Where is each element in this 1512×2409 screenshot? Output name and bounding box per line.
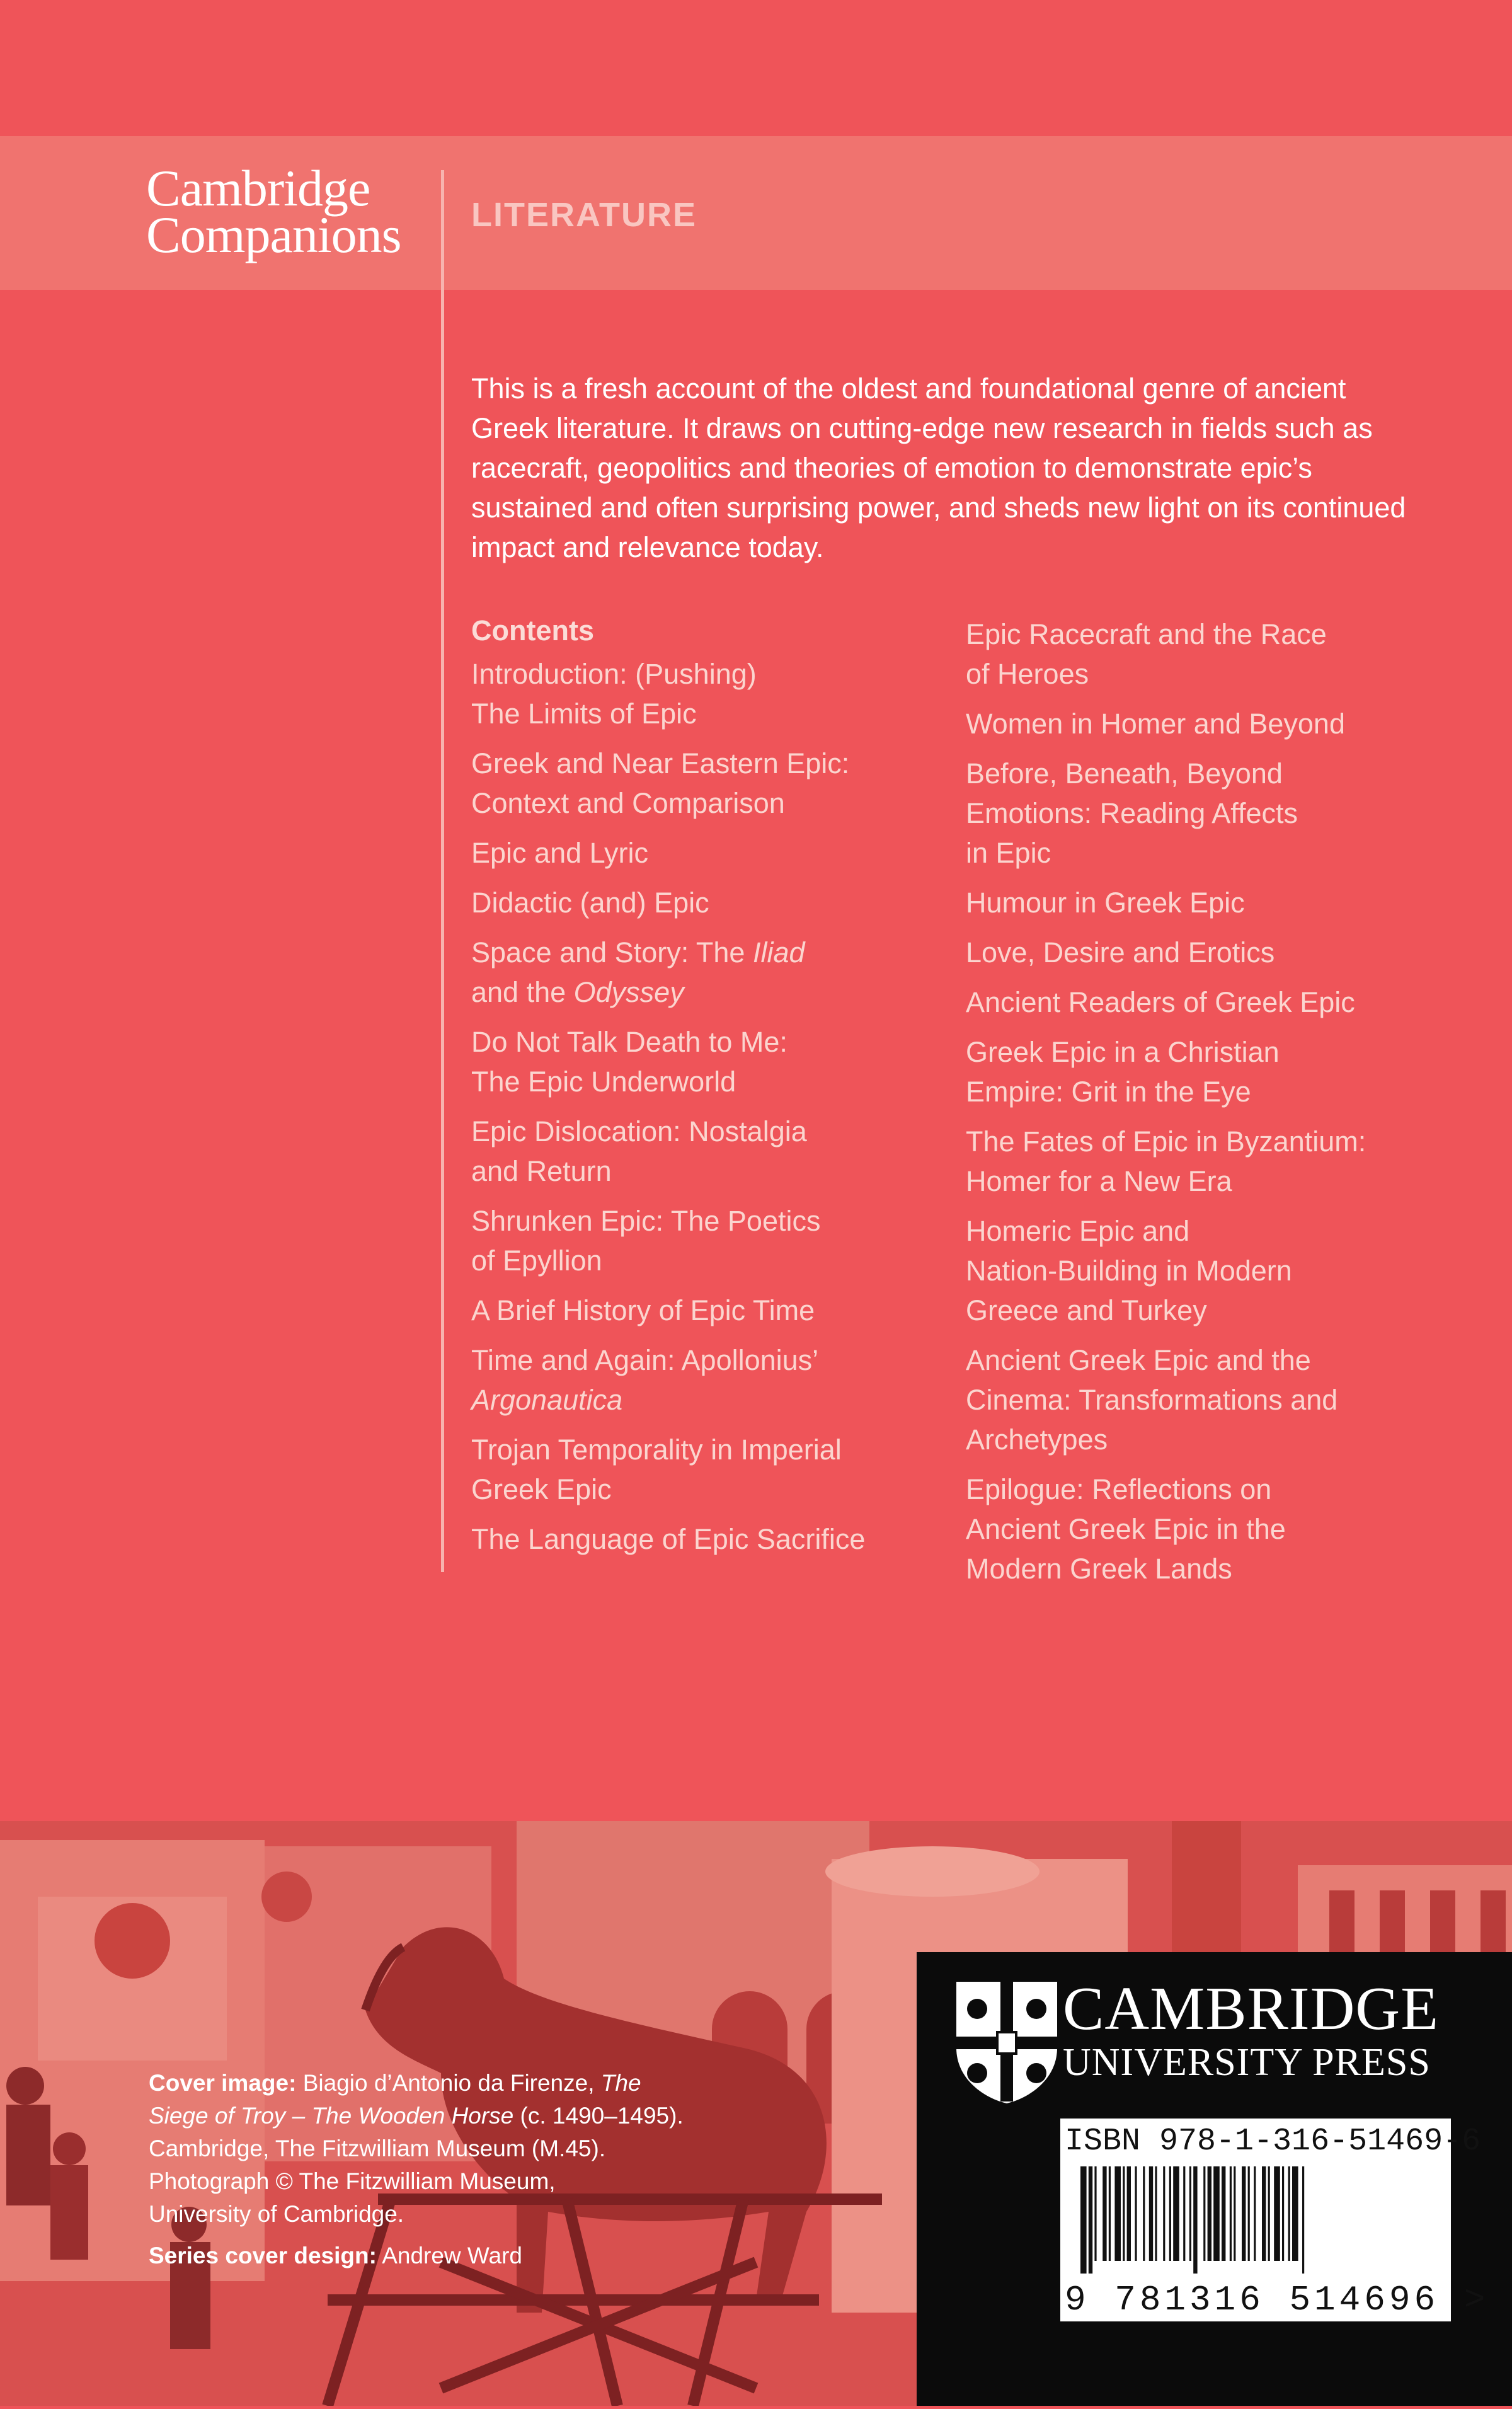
cover-date: (c. 1490–1495). — [520, 2103, 684, 2129]
barcode-bar — [1222, 2166, 1225, 2261]
contents-item-line: and the Odyssey — [471, 976, 684, 1008]
barcode-bar — [1173, 2166, 1179, 2261]
italic-title: Odyssey — [573, 976, 684, 1008]
contents-item-line: Introduction: (Pushing) — [471, 658, 757, 690]
contents-item-line: Cinema: Transformations and — [966, 1384, 1338, 1416]
barcode-bar — [1262, 2166, 1266, 2261]
designer-name: Andrew Ward — [382, 2243, 522, 2268]
contents-item-line: Women in Homer and Beyond — [966, 708, 1345, 740]
cover-artist: Biagio d’Antonio da Firenze, — [302, 2070, 595, 2096]
vertical-divider — [441, 170, 444, 1572]
contents-right-column — [966, 614, 1457, 1599]
contents-item — [966, 982, 1457, 1022]
contents-item-line: Greek Epic — [471, 1473, 612, 1505]
barcode-bar — [1230, 2166, 1232, 2261]
barcode-bar — [1208, 2166, 1211, 2261]
barcode-bar — [1203, 2166, 1205, 2261]
contents-item-line: Humour in Greek Epic — [966, 887, 1245, 919]
contents-item — [966, 704, 1457, 744]
contents-item — [966, 754, 1457, 873]
credits-line-3: Cambridge, The Fitzwilliam Museum (M.45). — [149, 2136, 606, 2161]
publisher-line-1: CAMBRIDGE — [1063, 1975, 1440, 2043]
italic-title: Iliad — [752, 936, 805, 969]
contents-item-line: The Epic Underworld — [471, 1066, 736, 1098]
contents-item — [966, 614, 1457, 694]
contents-item-line: Greece and Turkey — [966, 1294, 1207, 1326]
barcode-bar — [1127, 2166, 1131, 2261]
contents-item — [471, 1022, 950, 1101]
contents-item-line: Epic Dislocation: Nostalgia — [471, 1115, 807, 1147]
contents-item — [471, 654, 950, 733]
barcode-bar — [1089, 2166, 1092, 2274]
contents-item — [471, 933, 950, 1012]
barcode-bar — [1193, 2166, 1197, 2274]
barcode-bar — [1282, 2166, 1284, 2261]
barcode-bar — [1102, 2166, 1106, 2261]
barcode-bar — [1080, 2166, 1087, 2274]
contents-item-line: Before, Beneath, Beyond — [966, 757, 1283, 790]
barcode-bar — [1149, 2166, 1153, 2261]
contents-item-line: of Heroes — [966, 658, 1089, 690]
contents-item — [471, 1430, 950, 1509]
cover-credits — [149, 2067, 766, 2272]
contents-item-line: Nation-Building in Modern — [966, 1255, 1292, 1287]
contents-item-line: The Limits of Epic — [471, 698, 697, 730]
contents-item — [966, 1340, 1457, 1459]
barcode-bar — [1169, 2166, 1171, 2261]
barcode-bar — [1155, 2166, 1157, 2261]
series-label: LITERATURE — [471, 196, 697, 234]
contents-item-line: Empire: Grit in the Eye — [966, 1076, 1251, 1108]
contents-item-line: Epilogue: Reflections on — [966, 1473, 1272, 1505]
contents-item-line: Do Not Talk Death to Me: — [471, 1026, 788, 1058]
credits-design-line — [149, 2239, 766, 2272]
barcode-bar — [1189, 2166, 1191, 2261]
barcode-bar — [1254, 2166, 1256, 2261]
barcode-bar — [1302, 2166, 1304, 2274]
contents-item-line: and Return — [471, 1155, 612, 1187]
contents-item — [966, 1211, 1457, 1330]
barcode-bar — [1094, 2166, 1096, 2261]
contents-item-line: A Brief History of Epic Time — [471, 1294, 815, 1326]
contents-item — [471, 744, 950, 823]
barcode-bar — [1143, 2166, 1145, 2261]
credits-line-4: Photograph © The Fitzwilliam Museum, — [149, 2168, 556, 2194]
barcode-bar — [1123, 2166, 1125, 2261]
barcode-bar — [1268, 2166, 1270, 2261]
contents-item-line: Emotions: Reading Affects — [966, 797, 1298, 829]
cambridge-crest-icon — [953, 1979, 1060, 2105]
barcode-bar — [1135, 2166, 1137, 2261]
contents-item-line: Greek and Near Eastern Epic: — [471, 747, 850, 779]
barcode-digits: 9 781316 514696 > — [1065, 2280, 1489, 2320]
isbn-label: ISBN 978-1-316-51469-6 — [1065, 2124, 1481, 2159]
barcode-bar — [1248, 2166, 1250, 2261]
contents-item-line: Homer for a New Era — [966, 1165, 1232, 1197]
italic-title: Argonautica — [471, 1384, 623, 1416]
contents-item-line: Modern Greek Lands — [966, 1553, 1232, 1585]
cambridge-companions-logo — [146, 159, 401, 263]
contents-item — [471, 1201, 950, 1280]
contents-item — [471, 1291, 950, 1330]
contents-item — [966, 933, 1457, 972]
barcode-bar — [1288, 2166, 1290, 2261]
contents-left-column — [471, 654, 950, 1569]
contents-item — [966, 1122, 1457, 1201]
barcode-bar — [1114, 2166, 1121, 2261]
contents-item — [471, 833, 950, 873]
contents-item-line: in Epic — [966, 837, 1051, 869]
contents-item-line: Epic and Lyric — [471, 837, 648, 869]
contents-item-line: Shrunken Epic: The Poetics — [471, 1205, 821, 1237]
logo-line-1: Cambridge — [146, 159, 370, 217]
contents-title: Contents — [471, 614, 594, 647]
logo-line-2: Companions — [146, 206, 401, 263]
barcode-bar — [1183, 2166, 1185, 2261]
contents-item-line: Archetypes — [966, 1423, 1108, 1456]
cover-image-label: Cover image: — [149, 2070, 297, 2096]
contents-item-line: Greek Epic in a Christian — [966, 1036, 1280, 1068]
contents-item — [471, 1340, 950, 1420]
credits-line-2 — [149, 2100, 766, 2132]
contents-item-line: Space and Story: The Iliad — [471, 936, 805, 969]
contents-item-line: Ancient Greek Epic in the — [966, 1513, 1286, 1545]
credits-line-1 — [149, 2067, 766, 2100]
design-label: Series cover design: — [149, 2243, 377, 2268]
cover-title-part-2: Siege of Troy – The Wooden Horse — [149, 2103, 514, 2129]
contents-item — [471, 1519, 950, 1559]
contents-item-line: The Fates of Epic in Byzantium: — [966, 1125, 1366, 1158]
barcode-bar — [1213, 2166, 1220, 2261]
contents-item-line: The Language of Epic Sacrifice — [471, 1523, 866, 1555]
barcode-image — [1075, 2166, 1441, 2274]
cover-title-part-1: The — [600, 2070, 641, 2096]
credits-line-5: University of Cambridge. — [149, 2201, 404, 2227]
contents-item — [966, 1032, 1457, 1112]
contents-item-line: Time and Again: Apollonius’ — [471, 1344, 819, 1376]
publisher-line-2: UNIVERSITY PRESS — [1063, 2041, 1431, 2084]
barcode-bar — [1234, 2166, 1235, 2261]
contents-item-line: Didactic (and) Epic — [471, 887, 709, 919]
contents-item — [471, 1112, 950, 1191]
barcode-bar — [1274, 2166, 1280, 2261]
barcode-bar — [1292, 2166, 1298, 2261]
contents-item-line: of Epyllion — [471, 1245, 602, 1277]
barcode-bar — [1163, 2166, 1165, 2261]
contents-item-line — [471, 1380, 950, 1420]
contents-item — [966, 1469, 1457, 1589]
barcode-bar — [1109, 2166, 1111, 2261]
contents-item-line: Epic Racecraft and the Race — [966, 618, 1327, 650]
contents-item-line: Love, Desire and Erotics — [966, 936, 1275, 969]
contents-item-line: Ancient Greek Epic and the — [966, 1344, 1311, 1376]
barcode-bar — [1242, 2166, 1246, 2261]
contents-item — [471, 883, 950, 923]
contents-item — [966, 883, 1457, 923]
contents-item-line: Trojan Temporality in Imperial — [471, 1434, 842, 1466]
contents-item-line: Ancient Readers of Greek Epic — [966, 986, 1355, 1018]
contents-item-line: Homeric Epic and — [966, 1215, 1190, 1247]
contents-item-line: Context and Comparison — [471, 787, 785, 819]
cambridge-university-press-wordmark — [1063, 1977, 1439, 2084]
book-blurb: This is a fresh account of the oldest and foundational genre of ancient Greek literature. It draws on cutting-edge new research in fields such as racecraft, geopolitics and theories of emotion to demonstrate epic’s sustained and often surprising power, and sheds new light on its continued impact and relevance today. — [471, 372, 1406, 563]
